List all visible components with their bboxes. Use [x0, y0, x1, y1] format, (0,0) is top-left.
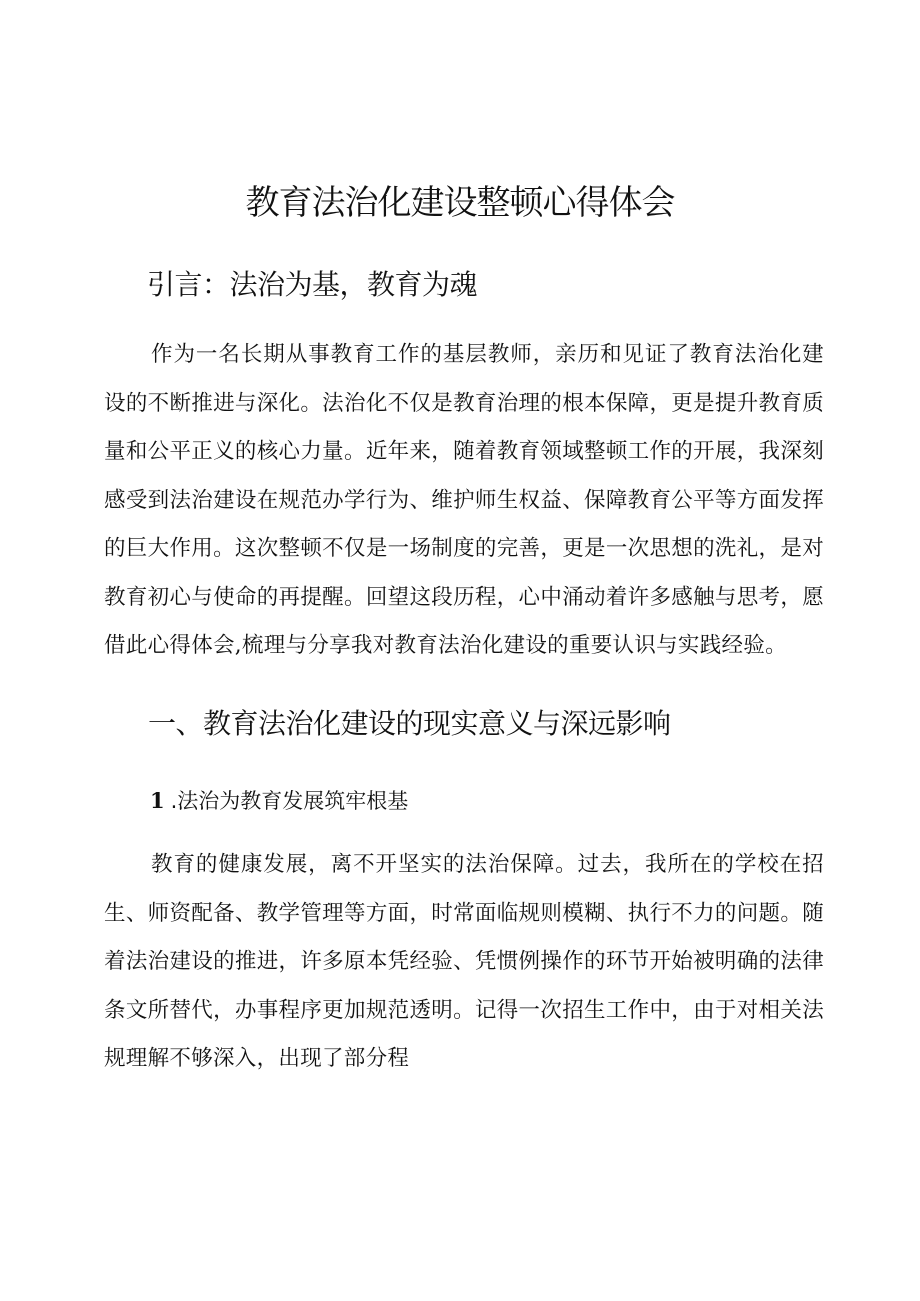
subsection-1-number: 1: [150, 788, 165, 813]
section-1-heading: 一、教育法治化建设的现实意义与深远影响: [148, 707, 671, 740]
intro-paragraph: 作为一名长期从事教育工作的基层教师，亲历和见证了教育法治化建设的不断推进与深化。法治化不仅是教育治理的根本保障，更是提升教育质量和公平正义的核心力量。近年来，随着教育领域整顿工作的开展，我深刻感受到法治建设在规范办学行为、维护师生权益、保障教育公平等方面发挥的巨大作用。这次整顿不仅是一场制度的完善，更是一次思想的洗礼，是对教育初心与使命的再提醒。回望这段历程，心中涌动着许多感触与思考，愿借此心得体会,梳理与分享我对教育法治化建设的重要认识与实践经验。: [104, 342, 824, 658]
document-title: 教育法治化建设整顿心得体会: [245, 183, 675, 223]
subsection-1-heading: [150, 781, 408, 821]
subsection-1-title: .法治为教育发展筑牢根基: [170, 789, 409, 813]
intro-heading: 引言：法治为基，教育为魂: [147, 268, 478, 301]
subsection-1-paragraph: 教育的健康发展，离不开坚实的法治保障。过去，我所在的学校在招生、师资配备、教学管理等方面，时常面临规则模糊、执行不力的问题。随着法治建设的推进，许多原本凭经验、凭惯例操作的环节开始被明确的法律条文所替代，办事程序更加规范透明。记得一次招生工作中，由于对相关法规理解不够深入，出现了部分程: [104, 852, 824, 1071]
